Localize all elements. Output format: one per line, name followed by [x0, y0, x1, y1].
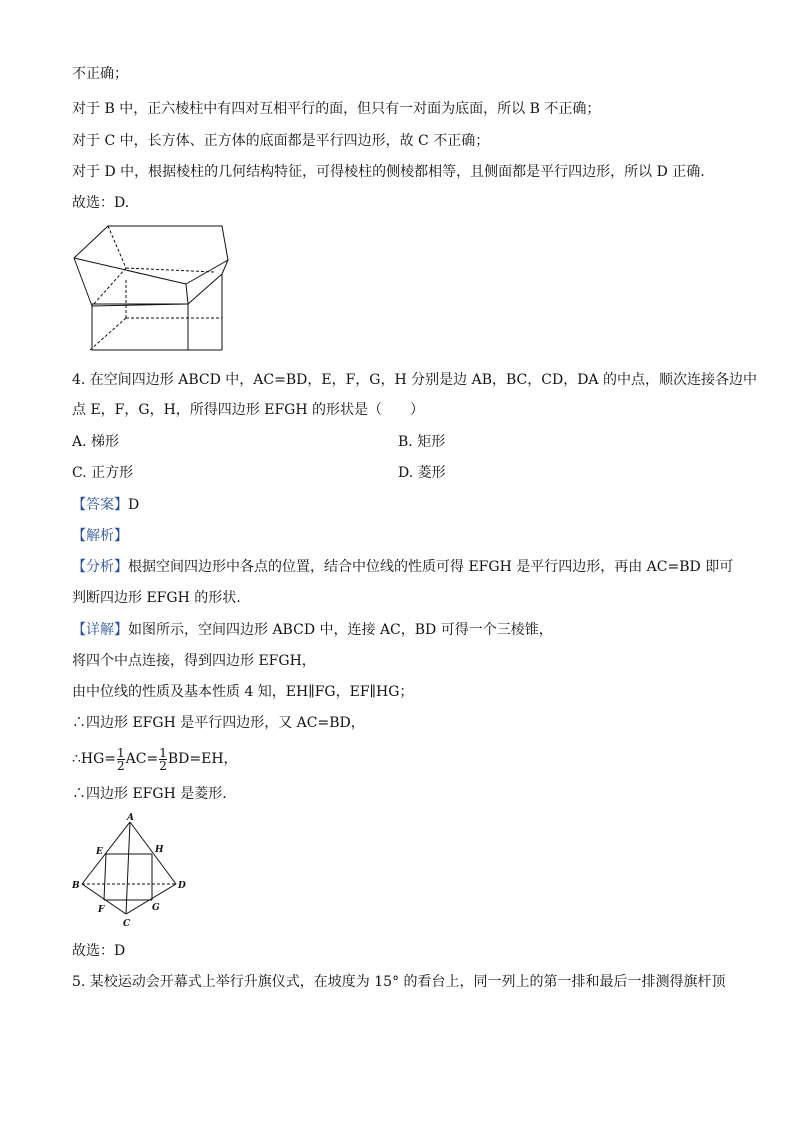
- eq-part: BD=EH，: [167, 751, 238, 767]
- solution-line-fraction: [72, 745, 238, 773]
- answer-value: D: [128, 497, 140, 513]
- solution-line: 将四个中点连接，得到四边形 EFGH，: [72, 653, 316, 669]
- vertex-label-e: E: [96, 847, 103, 857]
- fraction-numerator: 1: [159, 745, 167, 760]
- question-4-stem: 点 E，F，G，H，所得四边形 EFGH 的形状是（ ）: [72, 402, 425, 418]
- text-line: 对于 D 中，根据棱柱的几何结构特征，可得棱柱的侧棱都相等，且侧面都是平行四边形，所以 D 正确.: [72, 164, 705, 180]
- answer-choice: 故选：D.: [72, 195, 130, 211]
- xiangjie-text: 如图所示，空间四边形 ABCD 中，连接 AC，BD 可得一个三棱锥，: [128, 622, 553, 638]
- vertex-label-b: B: [72, 881, 80, 891]
- solution-line: ∴四边形 EFGH 是菱形.: [72, 786, 227, 802]
- eq-part: ∴HG=: [72, 751, 117, 767]
- analysis-label: 【解析】: [72, 528, 128, 544]
- solution-line: 由中位线的性质及基本性质 4 知，EH∥FG，EF∥HG；: [72, 684, 414, 700]
- answer-line: [72, 495, 139, 515]
- answer-tag: 【答案】: [72, 497, 128, 513]
- xiangjie-line: [72, 620, 553, 640]
- vertex-label-h: H: [155, 845, 164, 855]
- option-d: D. 菱形: [398, 465, 446, 481]
- text-line: 对于 B 中，正六棱柱中有四对互相平行的面，但只有一对面为底面，所以 B 不正确；: [72, 101, 601, 117]
- vertex-label-f: F: [98, 905, 105, 915]
- solution-line: ∴四边形 EFGH 是平行四边形，又 AC=BD，: [72, 715, 365, 731]
- xiangjie-tag: 【详解】: [72, 622, 128, 638]
- eq-part: AC=: [125, 751, 159, 767]
- option-b: B. 矩形: [398, 434, 446, 450]
- fraction-denominator: 2: [117, 758, 125, 773]
- prism-figure: [66, 220, 236, 360]
- question-4-stem: 4. 在空间四边形 ABCD 中，AC=BD，E，F，G，H 分别是边 AB，BC，CD，DA 的中点，顺次连接各边中: [72, 372, 757, 388]
- fenxi-text: 根据空间四边形中各点的位置，结合中位线的性质可得 EFGH 是平行四边形，再由 AC=BD 即可: [128, 559, 734, 575]
- text-line: 不正确；: [72, 66, 128, 82]
- option-c: C. 正方形: [72, 465, 134, 481]
- fraction-numerator: 1: [117, 745, 125, 760]
- fenxi-line-2: 判断四边形 EFGH 的形状.: [72, 590, 241, 606]
- fraction-half: [159, 747, 167, 772]
- question-5-stem: 5. 某校运动会开幕式上举行升旗仪式，在坡度为 15° 的看台上，同一列上的第一排和最后一排测得旗杆顶: [72, 974, 726, 990]
- fenxi-tag: 【分析】: [72, 559, 128, 575]
- text-line: 对于 C 中，长方体、正方体的底面都是平行四边形，故 C 不正确；: [72, 133, 490, 149]
- answer-choice: 故选：D: [72, 943, 126, 959]
- fenxi-line: [72, 557, 733, 577]
- vertex-label-c: C: [123, 919, 131, 929]
- tetrahedron-figure: [68, 810, 192, 930]
- analysis-tag: [72, 526, 128, 546]
- vertex-label-a: A: [127, 813, 134, 823]
- fraction-half: [117, 747, 125, 772]
- vertex-label-d: D: [178, 881, 186, 891]
- option-a: A. 梯形: [72, 434, 120, 450]
- fraction-denominator: 2: [159, 758, 167, 773]
- vertex-label-g: G: [152, 903, 160, 913]
